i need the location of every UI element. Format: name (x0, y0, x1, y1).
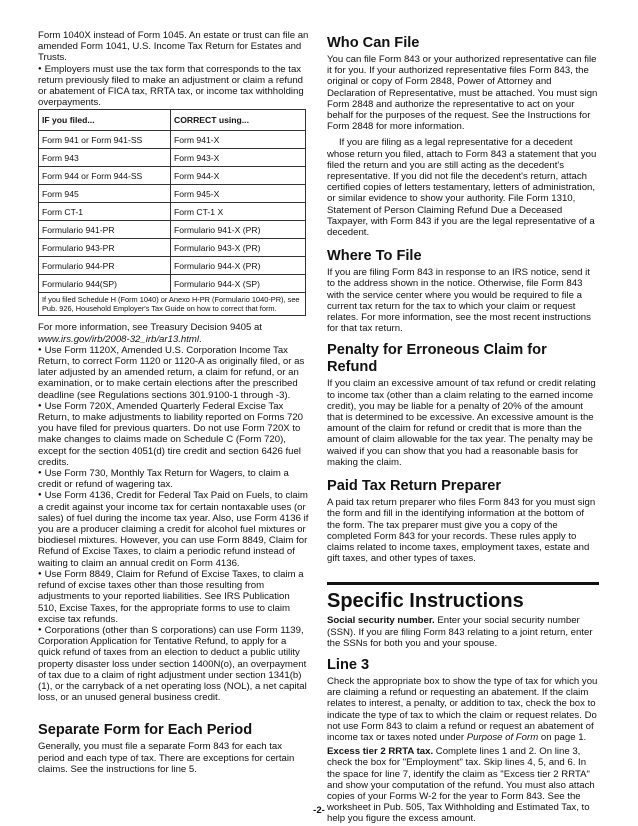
treasury-text: For more information, see Treasury Decision 9405 at (38, 322, 262, 334)
table-cell: Form CT-1 X (171, 203, 306, 221)
who-can-file-paragraph: You can file Form 843 or your authorized representative can file it for you. If your authorized representative files Form 843, the original or copy of Form 2848, Power of Attorney and Declaration of Representative, must be attached. You must sign Form 2848 and authorize the representative to act on your behalf for the purposes of the request. See the Instructions for Form 2848 for more information. (327, 54, 598, 133)
table-note: If you filed Schedule H (Form 1040) or Anexo H-PR (Formulario 1040-PR), see Pub. 926, Household Employer's Tax Guide on how to correct that form. (39, 293, 306, 316)
bullet-employers: ● Employers must use the tax form that corresponds to the tax return previously filed to make an adjustment or claim a refund or abatement of FICA tax, RRTA tax, or income tax withholding overpayments. (38, 64, 310, 109)
bullet-form-8849: ● Use Form 8849, Claim for Refund of Excise Taxes, to claim a refund of excise taxes other than those resulting from adjustments to your reported liabilities. See IRS Publication 510, Excise Taxes, for the appropriate forms to use to claim excise tax refunds. (38, 569, 310, 625)
bullet-form-1120x: ● Use Form 1120X, Amended U.S. Corporation Income Tax Return, to correct Form 1120 or 1120-A as originally filed, or as later adjusted by an amended return, a claim for refund, or an examination, or to make certain elections after the prescribed deadline (see Regulations sections 301.9100-1 through -3). (38, 345, 310, 401)
legal-representative-paragraph: If you are filing as a legal representative for a decedent whose return you filed, attach to Form 843 a statement that you filed the return and you are still acting as the decedent's representative. If you did not file the decedent's return, attach certified copies of letters testamentary, letters of administration, or similar evidence to show your authority. File Form 1310, Statement of Person Claiming Refund Due a Deceased Taxpayer, with Form 843 if you are the legal representative of a decedent. (327, 137, 597, 239)
ssn-label: Social security number. (327, 615, 435, 627)
table-row (39, 149, 306, 167)
table-cell: Form 944 or Form 944-SS (39, 167, 171, 185)
paid-preparer-paragraph: A paid tax return preparer who files Form 843 for you must sign the form and fill in the identifying information at the bottom of the form. The tax preparer must give you a copy of the completed Form 843 for your records. These rules apply to claims related to income taxes, employment taxes, estate and gift taxes, and other types of taxes. (327, 497, 596, 565)
table-cell: Form 943 (39, 149, 171, 167)
table-cell: Formulario 941-X (PR) (171, 221, 306, 239)
table-cell: Form 943-X (171, 149, 306, 167)
table-row (39, 221, 306, 239)
bullet-form-1139: ● Corporations (other than S corporations) can use Form 1139, Corporation Application for Tentative Refund, to apply for a quick refund of taxes from an election to deduct a public utility property disaster loss under section 1400N(o), an overpayment of tax due to a claim of right adjustment under section 1341(b)(1), or the carryback of a net operating loss (NOL), a net capital loss, or an unused general business credit. (38, 625, 310, 703)
where-to-file-paragraph: If you are filing Form 843 in response to an IRS notice, send it to the address shown in the notice. Otherwise, file Form 843 with the service center where you would be required to file a current tax return for the tax to which your claim or request relates. For more information, see the most recent instructions for that tax return. (327, 267, 591, 335)
heading-specific-instructions: Specific Instructions (327, 590, 524, 613)
line-3-text: Check the appropriate box to show the type of tax for which you are claiming a refund or requesting an abatement. If the claim relates to interest, a penalty, or addition to tax, check the box to indicate the type of tax to which the claim or request relates. Do not use Form 843 to claim a refund or request an abatement of income tax or taxes noted under (327, 675, 598, 743)
table-row (39, 257, 306, 275)
table-row (39, 275, 306, 293)
treasury-decision-paragraph (38, 322, 310, 344)
purpose-of-form-ref: Purpose of Form (466, 731, 539, 743)
table-cell: Formulario 944-X (SP) (171, 275, 306, 293)
line-3-text-end: on page 1. (540, 731, 587, 743)
heading-line-3: Line 3 (327, 656, 370, 673)
right-column (327, 30, 599, 825)
excess-tier2-text: Complete lines 1 and 2. On line 3, check the box for "Employment" tax. Skip lines 4, 5, and 6. In the space for line 7, identify the claim as "Excess tier 2 RRTA" and show your computation of the refund. You must also attach copies of your Forms W-2 for the year to Form 843. See the worksheet in Pub. 505, Tax Withholding and Estimated Tax, to help you figure the excess amount. (327, 746, 595, 825)
table-cell: Form 941-X (171, 131, 306, 149)
bullet-form-730: ● Use Form 730, Monthly Tax Return for Wagers, to claim a credit or refund of wagering tax. (38, 468, 310, 490)
table-cell: Formulario 943-X (PR) (171, 239, 306, 257)
heading-where-to-file: Where To File (327, 248, 422, 265)
table-cell: Form 944-X (171, 167, 306, 185)
heading-who-can-file: Who Can File (327, 35, 420, 51)
table-cell: Formulario 944-X (PR) (171, 257, 306, 275)
treasury-period: . (199, 333, 202, 345)
table-row (39, 131, 306, 149)
table-cell: Formulario 941-PR (39, 221, 171, 239)
table-header-row (39, 110, 306, 131)
table-header-cell: IF you filed... (39, 110, 171, 131)
ssn-paragraph (327, 615, 599, 649)
table-cell: Form 945 (39, 185, 171, 203)
heading-separate-form: Separate Form for Each Period (38, 722, 253, 739)
left-column (38, 30, 310, 775)
table-cell: Form 941 or Form 941-SS (39, 131, 171, 149)
table-cell: Form 945-X (171, 185, 306, 203)
separate-form-paragraph: Generally, you must file a separate Form 843 for each tax period and each type of tax. There are exceptions for certain claims. See the instructions for line 5. (38, 741, 295, 775)
heading-paid-preparer: Paid Tax Return Preparer (327, 478, 502, 495)
correction-table (38, 109, 306, 316)
bullet-form-720x: ● Use Form 720X, Amended Quarterly Federal Excise Tax Return, to make adjustments to liability reported on Forms 720 you have filed for previous quarters. Do not use Form 720X to make changes to claims made on Schedule C (Form 720), except for the section 4051(d) tire credit and section 6426 fuel credits. (38, 401, 310, 468)
table-header-cell: CORRECT using... (171, 110, 306, 131)
intro-paragraph: Form 1040X instead of Form 1045. An estate or trust can file an amended Form 1041, U.S. Income Tax Return for Estates and Trusts. (38, 30, 309, 64)
table-cell: Formulario 943-PR (39, 239, 171, 257)
table-row (39, 167, 306, 185)
table-cell: Form CT-1 (39, 203, 171, 221)
line-3-paragraph (327, 676, 599, 743)
table-cell: Formulario 944-PR (39, 257, 171, 275)
treasury-link[interactable]: www.irs.gov/irb/2008-32_irb/ar13.html (38, 333, 200, 345)
penalty-paragraph: If you claim an excessive amount of tax refund or credit relating to income tax (other than a claim relating to the earned income credit), you may be liable for a penalty of 20% of the amount that is determined to be excessive. An excessive amount is the amount of the claim for refund or credit that is more than the amount of claim allowable for the tax year. The penalty may be waived if you can show that you had a reasonable basis for making the claim. (327, 378, 596, 468)
table-note-row (39, 293, 306, 316)
table-row (39, 239, 306, 257)
ssn-text: Enter your social security number (SSN). If you are filing Form 843 relating to a joint return, enter the SSNs for both you and your spouse. (327, 615, 593, 649)
heading-penalty: Penalty for Erroneous Claim for Refund (327, 342, 547, 376)
page-number: -2- (313, 805, 325, 816)
excess-tier2-label: Excess tier 2 RRTA tax. (327, 746, 434, 758)
table-row (39, 185, 306, 203)
bullet-form-4136: ● Use Form 4136, Credit for Federal Tax Paid on Fuels, to claim a credit against your income tax for certain nontaxable uses (or sales) of fuel during the income tax year. Also, use Form 4136 if you are a producer claiming a credit for alcohol fuel mixtures or biodiesel mixtures. However, you can use Form 8849, Claim for Refund of Excise Taxes, to claim a periodic refund instead of waiting to claim an annual credit on Form 4136. (38, 490, 310, 568)
table-row (39, 203, 306, 221)
section-divider (327, 582, 599, 585)
table-cell: Formulario 944(SP) (39, 275, 171, 293)
